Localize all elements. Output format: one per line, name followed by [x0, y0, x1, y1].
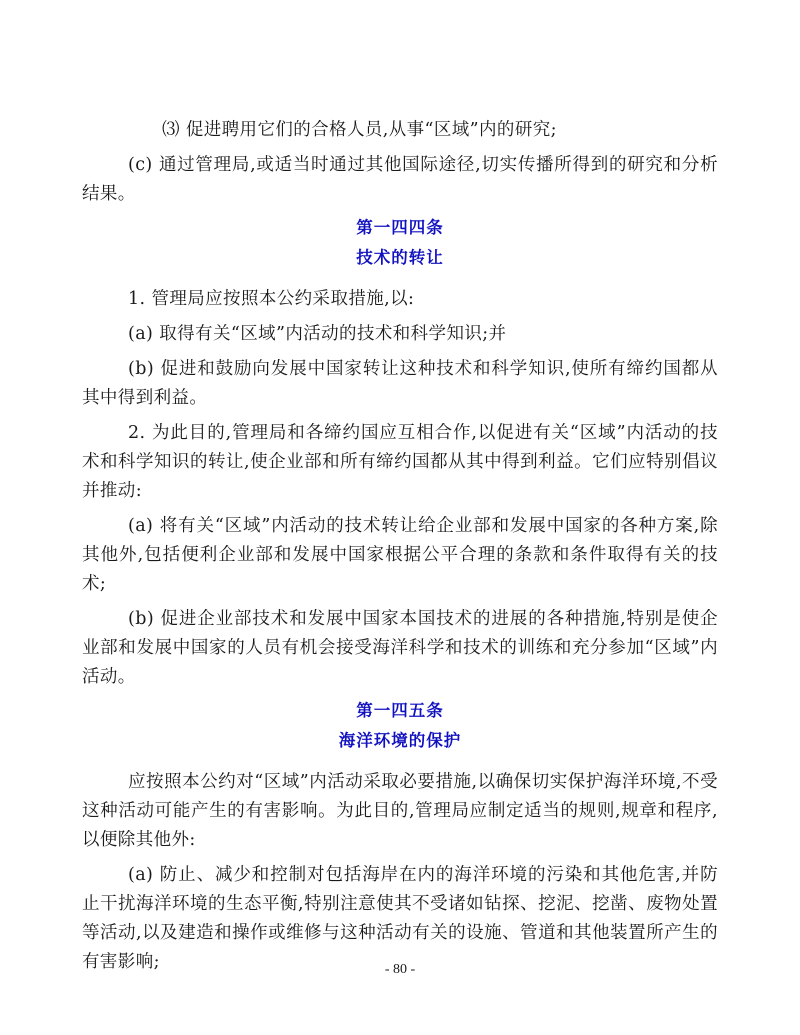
paragraph: (a) 取得有关“区域”内活动的技术和科学知识;并: [128, 324, 507, 344]
paragraph: 2. 为此目的,管理局和各缔约国应互相合作,以促进有关“区域”内活动的技术和科学知识的转让,使企业部和所有缔约国都从其中得到利益。它们应特别倡议并推动:: [82, 423, 718, 501]
paragraph: 1. 管理局应按照本公约采取措施,以:: [128, 289, 415, 309]
document-body: [82, 116, 718, 983]
paragraph: ⑶ 促进聘用它们的合格人员,从事“区域”内的研究;: [162, 120, 557, 140]
article-number-heading: 第一四五条: [356, 701, 444, 720]
article-number-heading: 第一四四条: [356, 218, 444, 237]
paragraph: (b) 促进企业部技术和发展中国家本国技术的进展的各种措施,特别是使企业部和发展中国家的人员有机会接受海洋科学和技术的训练和充分参加“区域”内活动。: [82, 609, 718, 687]
article-title-heading: 技术的转让: [356, 248, 444, 267]
paragraph: (c) 通过管理局,或适当时通过其他国际途径,切实传播所得到的研究和分析结果。: [82, 155, 718, 204]
article-title-heading: 海洋环境的保护: [338, 731, 462, 750]
page-number: - 80 -: [384, 962, 416, 977]
paragraph: (a) 防止、减少和控制对包括海岸在内的海洋环境的污染和其他危害,并防止干扰海洋环境的生态平衡,特别注意使其不受诸如钻探、挖泥、挖凿、废物处置等活动,以及建造和操作或维修与这种活动有关的设施、管道和其他装置所产生的有害影响;: [82, 865, 718, 972]
paragraph: (a) 将有关“区域”内活动的技术转让给企业部和发展中国家的各种方案,除其他外,包括便利企业部和发展中国家根据公平合理的条款和条件取得有关的技术;: [82, 516, 718, 594]
paragraph: 应按照本公约对“区域”内活动采取必要措施,以确保切实保护海洋环境,不受这种活动可能产生的有害影响。为此目的,管理局应制定适当的规则,规章和程序,以便除其他外:: [82, 772, 718, 850]
paragraph: (b) 促进和鼓励向发展中国家转让这种技术和科学知识,使所有缔约国都从其中得到利益。: [82, 359, 718, 408]
